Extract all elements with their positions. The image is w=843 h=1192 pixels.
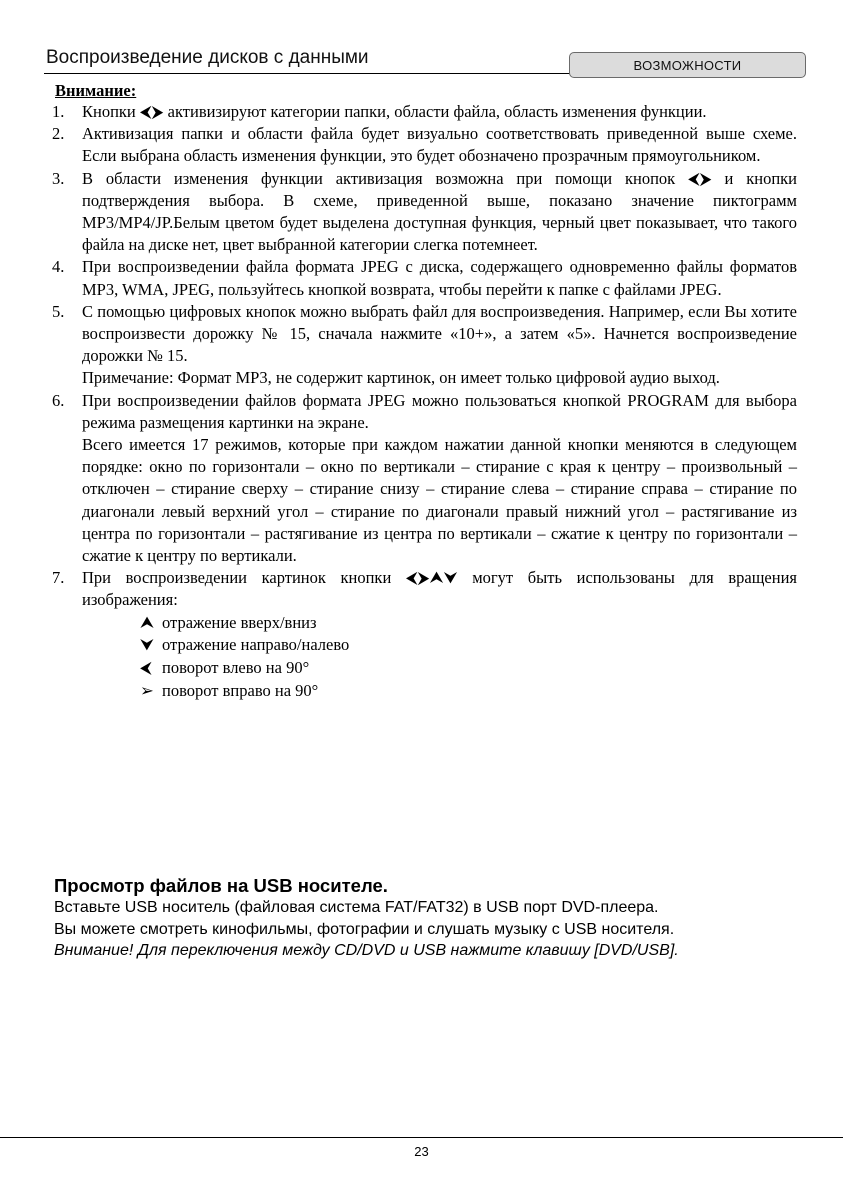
numbered-list [45, 101, 797, 702]
list-item [45, 101, 797, 123]
usb-instruction: Вставьте USB носитель (файловая система FAT/FAT32) в USB порт DVD-плеера. [54, 899, 659, 916]
item-number: 7. [52, 568, 65, 588]
footer-divider [0, 1137, 843, 1138]
rotation-label: поворот вправо на 90° [162, 680, 319, 700]
item-number: 3. [52, 168, 65, 188]
item-text: В области изменения функции активизация возможна при помощи кнопок ⮜⮞ и кнопки подтверждения выбора. В схеме, приведенной выше, показано значение пиктограмм MP3/MP4/JP.Белым цветом будет выделена доступная функция, черный цвет показывает, что такого файла на диске нет, цвет выбранной категории слегка потемнеет. [82, 168, 797, 255]
item-number: 2. [52, 124, 65, 144]
usb-instruction: Вы можете смотреть кинофильмы, фотографии и слушать музыку с USB носителя. [54, 921, 675, 938]
rotation-row [140, 612, 797, 635]
item-number: 4. [52, 257, 65, 277]
list-item [45, 301, 797, 390]
attention-heading: Внимание: [55, 81, 137, 100]
item-text: Активизация папки и области файла будет визуально соответствовать приведенной выше схеме. Если выбрана область изменения функции, это будет обозначено прозрачным прямоугольником. [82, 124, 797, 166]
page-number: 23 [414, 1144, 429, 1159]
rotation-label: отражение вверх/вниз [162, 612, 317, 632]
header-underline [44, 73, 572, 74]
rotation-row [140, 679, 797, 702]
item-number: 5. [52, 301, 65, 321]
rotation-row [140, 634, 797, 657]
list-item [45, 390, 797, 568]
rotation-label: поворот влево на 90° [162, 658, 310, 678]
item-number: 6. [52, 390, 65, 410]
chapter-tab: ВОЗМОЖНОСТИ [569, 52, 806, 78]
list-item [45, 168, 797, 257]
usb-warning: Внимание! Для переключения между CD/DVD и USB нажмите клавишу [DVD/USB]. [54, 942, 679, 959]
list-item [45, 123, 797, 167]
item-text: При воспроизведении картинок кнопки ⮜⮞⮝⮟ могут быть использованы для вращения изображения: [82, 568, 797, 610]
rotation-label: отражение направо/налево [162, 635, 350, 655]
list-item [45, 256, 797, 300]
rotation-row [140, 657, 797, 680]
item-text: С помощью цифровых кнопок можно выбрать файл для воспроизведения. Например, если Вы хотите воспроизвести дорожку № 15, сначала нажмите «10+», а затем «5». Начнется воспроизведение дорожки № 15. [82, 301, 797, 366]
item-text: При воспроизведении файлов формата JPEG можно пользоваться кнопкой PROGRAM для выбора режима размещения картинки на экране. [82, 390, 797, 432]
item-text: Кнопки ⮜⮞ активизируют категории папки, области файла, область изменения функции. [82, 102, 707, 121]
page-section-title: Воспроизведение дисков с данными [46, 47, 369, 68]
rotation-list [140, 612, 797, 702]
list-item [45, 567, 797, 702]
arrow-up-icon: ⮝ [140, 612, 155, 632]
item-note: Примечание: Формат MP3, не содержит картинок, он имеет только цифровой аудио выход. [82, 368, 720, 388]
arrow-down-icon: ⮟ [140, 635, 155, 655]
item-text-continued: Всего имеется 17 режимов, которые при каждом нажатии данной кнопки меняются в следующем порядке: окно по горизонтали – окно по вертикали – стирание с края к центру – произвольный – отключен – стирание сверху – стирание снизу – стирание слева – стирание справа – стирание по диагонали левый верхний угол – стирание по диагонали правый нижний угол – растягивание из центра по горизонтали – растягивание из центра по вертикали – сжатие к центру по горизонтали – сжатие к центру по вертикали. [82, 435, 797, 566]
arrow-left-icon: ⮜ [140, 658, 152, 678]
item-text: При воспроизведении файла формата JPEG с диска, содержащего одновременно файлы форматов MP3, WMA, JPEG, пользуйтесь кнопкой возврата, чтобы перейти к папке с файлами JPEG. [82, 257, 797, 299]
usb-section-title: Просмотр файлов на USB носителе. [54, 875, 388, 896]
item-number: 1. [52, 102, 65, 121]
arrow-right-icon: ➢ [140, 680, 154, 700]
